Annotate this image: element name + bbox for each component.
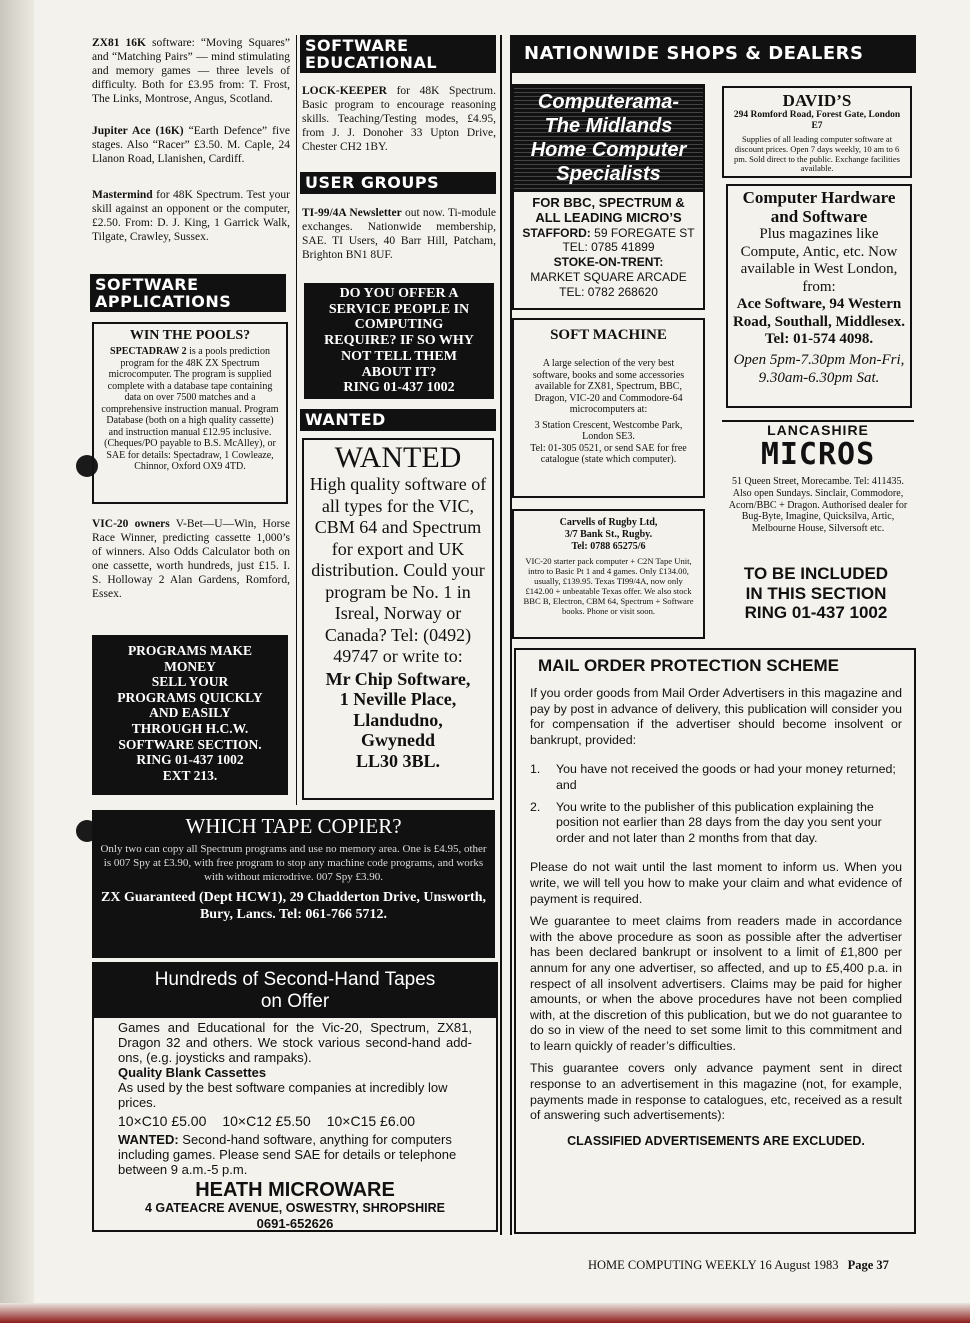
ad-body: A large selection of the very best software, books and some accessories available for ZX81, Spectrum, BBC, Dragon, VIC-20 and Commodore-64 microcomputers at: [532, 358, 685, 415]
heading-line: APPLICATIONS [95, 292, 232, 311]
folio-page-number: Page 37 [847, 1258, 889, 1272]
ad-line: AND EASILY [149, 705, 231, 721]
address-line: Gwynedd [360, 730, 436, 750]
heading-line: EDUCATIONAL [305, 53, 438, 72]
mops-item [530, 800, 902, 847]
ad-tel: Tel: 0788 65275/6 [571, 541, 646, 552]
mops-paragraph: This guarantee covers only advance payment sent in direct response to an advertisement in this magazine (not, for example, payments made in response to catalogues, etc, received as a result of answering such advertisements): [530, 1061, 902, 1123]
address-line: 1 Neville Place, [339, 689, 457, 709]
ad-address [308, 669, 488, 772]
ad-body: VIC-20 starter pack computer + C2N Tape Unit, intro to Basic Pt 1 and 4 games. Only £134.00, usually, £139.95. Texas TI99/4A, now only £142.00 + unbeatable Texas offer. We also stock BBC B, Electron, CBM 64, Spectrum + Software books. Phone or visit soon. [523, 556, 694, 616]
ad-programs-make-money [92, 635, 288, 795]
classified-lead: TI-99/4A Newsletter [302, 207, 402, 219]
ad-company: HEATH MICROWARE [195, 1179, 395, 1201]
price: 10×C12 £5.50 [222, 1113, 311, 1129]
mops-paragraph: We guarantee to meet claims from readers made in accordance with the above procedure as soon as possible after the advertiser has been declared bankrupt or insolvent to a limit of £1,800 per annum for any one advertiser, so affected, and up to £5,400 p.a. in respect of all insolvent advertisers. Claims may be paid for higher amounts, or when the above procedures have not been complied with, at the discretion of this publication, but we do not guarantee to do so in view of the need to set some limit to this commitment and to learn quickly of reader’s difficulties. [530, 914, 902, 1053]
ad-body: Only two can copy all Spectrum programs and use no memory area. One is £4.95, other is 007 Spy at £3.90, with free program to stop any machine code programs, and works with without microdrive. 007 Spy £3.90. [100, 843, 487, 884]
heading-line: SOFTWARE [305, 36, 409, 55]
ad-body: High quality software of all types for the VIC, CBM 64 and Spectrum for export and UK distribution. Could your program be No. 1 in Isreal, Norway or Canada? Tel: (0492) 49747 or write to: [309, 474, 487, 666]
mops-title: MAIL ORDER PROTECTION SCHEME [538, 656, 839, 675]
ad-line: ABOUT IT? [361, 364, 437, 380]
ad-text: is a pools prediction program for the 48K ZX Spectrum microcomputer. The program is supplied complete with a database tape containing data on over 7500 matches and a comprehensive instruction manual. Program Database (both on a high quality cassette) and instruction manual £12.95 inclusive. (Cheques/PO payable to B.S. McAlley), or SAE for details: Spectadraw, 1 Cowleaze, Chinnor, Oxford OX9 4TD. [101, 346, 279, 472]
ad-soft-machine [512, 318, 705, 498]
mops-item-text: You write to the publisher of this publication explaining the position not earlier than 28 days from the day you sent your order and not later than 2 months from that day. [556, 799, 882, 845]
classified-body: V-Bet—U—Win, Horse Race Winner, predicting cassette 1,000’s of winners. Also Odds Calculator both on one cassette, worth hundreds, just £15. I. S. Holloway 2 Alan Gardens, Romford, Essex. [92, 518, 290, 600]
ad-line: NOT TELL THEM [341, 348, 457, 364]
ad-line: PROGRAMS MAKE [127, 643, 253, 658]
ad-title: DAVID’S [782, 91, 852, 110]
classified-vic20 [92, 517, 290, 601]
mops-paragraph: Please do not wait until the last moment to inform us. When you write, we will tell you how to make your claim and what evidence of payment is required. [530, 860, 902, 906]
mops-item-text: You have not received the goods or had your money returned; and [556, 762, 896, 792]
ad-hours: Open 5pm-7.30pm Mon-Fri, 9.30am-6.30pm Sat. [733, 351, 905, 386]
address-line: Mr Chip Software, [325, 668, 471, 689]
ad-body: Plus magazines like Compute, Antic, etc. Now available in West London, from: [740, 226, 898, 295]
ad-title: WANTED [334, 441, 462, 474]
folio-text: HOME COMPUTING WEEKLY 16 August 1983 [588, 1258, 839, 1272]
logo-line: Specialists [556, 163, 661, 185]
mops-paragraph: If you order goods from Mail Order Advertisers in this magazine and pay by post in advance of delivery, this publication will consider you for compensation if the advertiser should become insolvent or bankrupt, provided: [530, 686, 902, 747]
ad-line: TEL: 0785 41899 [562, 240, 655, 255]
logo-line: The Midlands [544, 115, 673, 137]
classified-lead: VIC-20 owners [92, 518, 170, 530]
ad-text: 59 FOREGATE ST [590, 225, 695, 240]
ad-win-the-pools [92, 322, 288, 504]
logo-line: Home Computer [530, 139, 687, 161]
ad-line: COMPUTING [354, 317, 444, 333]
ad-line: TO BE INCLUDED [743, 564, 889, 583]
ad-line: PROGRAMS QUICKLY [117, 689, 263, 705]
mops-item [530, 762, 902, 793]
ad-line: MARKET SQUARE ARCADE [530, 269, 687, 284]
ad-ace-software [726, 184, 912, 408]
ad-line: FOR BBC, SPECTRUM & [532, 195, 685, 210]
ad-line: MONEY [164, 658, 216, 674]
ad-address: 294 Romford Road, Forest Gate, London E7 [733, 110, 901, 131]
classified-lead: ZX81 16K [92, 37, 146, 49]
ad-lead: SPECTADRAW 2 [110, 346, 187, 357]
heading-line: SOFTWARE [95, 275, 199, 294]
mail-order-protection-scheme [514, 648, 916, 1234]
ad-line: STOKE-ON-TRENT: [553, 255, 664, 270]
classified-lock-keeper [302, 84, 496, 154]
ad-title: Carvells of Rugby Ltd, [559, 517, 658, 528]
address-line: Llandudno, [353, 709, 443, 730]
ad-lead: STAFFORD: [522, 225, 591, 240]
ad-which-tape-copier [92, 810, 495, 958]
ad-line: REQUIRE? IF SO WHY [324, 333, 474, 349]
classified-body: for 48K Spectrum. Test your skill against an opponent or the computer, £2.50. From: D. J. King, 1 Garrick Walk, Tilgate, Crawley, Sussex. [92, 189, 290, 243]
ad-line: IN THIS SECTION [745, 583, 887, 603]
ad-line: SERVICE PEOPLE IN [328, 301, 470, 317]
ad-line: RING 01-437 1002 [136, 752, 244, 768]
ad-wanted-mr-chip [302, 438, 494, 800]
price-list [118, 1114, 472, 1129]
ad-wanted [118, 1132, 472, 1177]
ad-title [94, 964, 496, 1018]
section-heading-user-groups: USER GROUPS [300, 172, 496, 194]
title-line: on Offer [260, 991, 330, 1012]
ad-davids [722, 86, 912, 178]
classified-lead: Jupiter Ace (16K) [92, 125, 184, 137]
classified-zx81 [92, 36, 290, 106]
computerama-logo [514, 86, 703, 192]
classified-body: for 48K Spectrum. Basic program to encourage reasoning skills. Teaching/Testing modes, £4.95, from J. J. Donoher 33 Upton Drive, Chester CH2 1BY. [302, 85, 496, 153]
classified-lead: Mastermind [92, 189, 153, 201]
mops-item-number: 1. [530, 762, 541, 777]
ad-title: WIN THE POOLS? [129, 328, 251, 343]
ad-computerama [512, 84, 705, 310]
ad-phone: 0691-652626 [256, 1216, 334, 1231]
section-heading-software-educational [300, 35, 496, 73]
ad-body [100, 346, 280, 473]
price: 10×C10 £5.00 [118, 1113, 207, 1129]
column-rule [500, 35, 502, 1235]
ad-body: 51 Queen Street, Morecambe. Tel: 411435. Also open Sundays. Sinclair, Commodore, Acorn/BBC + Dragon. Authorised dealer for Bug-Byte, Imagine, Quicksilva, Artic, Melbourne House, Silversoft etc. [728, 476, 908, 535]
classified-jupiter [92, 124, 290, 166]
ad-service-people [304, 283, 494, 399]
ad-line: TEL: 0782 268620 [559, 284, 658, 299]
page-bottom-edge [0, 1303, 970, 1323]
lancashire-logo-top: LANCASHIRE [767, 422, 869, 438]
classified-lead: LOCK-KEEPER [302, 85, 387, 97]
ad-line: ALL LEADING MICRO’S [535, 209, 682, 225]
ad-line: EXT 213. [162, 767, 218, 783]
ad-line [516, 226, 701, 241]
title-line: Hundreds of Second-Hand Tapes [154, 969, 436, 990]
classified-mastermind [92, 188, 290, 244]
ad-lead: WANTED: [118, 1132, 179, 1147]
classified-ti99 [302, 206, 496, 262]
ad-address: 3/7 Bank St., Rugby. [564, 529, 653, 540]
mops-footer: CLASSIFIED ADVERTISEMENTS ARE EXCLUDED. [567, 1133, 865, 1148]
ad-title: Computer Hardware and Software [742, 188, 896, 226]
page-folio [588, 1257, 928, 1273]
ad-title: WHICH TAPE COPIER? [185, 814, 402, 838]
ad-text: Second-hand software, anything for computers including games. Please send SAE for details or telephone between 9 a.m.-5 p.m. [118, 1132, 457, 1177]
section-heading-nationwide: NATIONWIDE SHOPS & DEALERS [510, 35, 916, 73]
section-heading-wanted: WANTED [300, 409, 496, 431]
ad-address: 4 GATEACRE AVENUE, OSWESTRY, SHROPSHIRE [144, 1201, 446, 1215]
ad-intro: Games and Educational for the Vic-20, Spectrum, ZX81, Dragon 32 and others. We stock various second-hand add-ons, (e.g. joysticks and rampaks). [118, 1020, 472, 1065]
ad-line: SELL YOUR [151, 674, 229, 690]
ad-text: As used by the best software companies at incredibly low prices. [118, 1080, 448, 1110]
ad-lancashire-micros [722, 420, 914, 550]
price: 10×C15 £6.00 [326, 1113, 416, 1129]
mops-item-number: 2. [530, 799, 541, 814]
classified-body: “Earth Defence” five stages. Also “Racer” £3.50. M. Caple, 24 Llanon Road, Llanishen, Cardiff. [92, 125, 290, 165]
ad-address: Ace Software, 94 Western Road, Southall, Middlesex. [732, 296, 906, 330]
ad-second-hand-tapes [92, 962, 498, 1232]
column-rule [296, 35, 297, 805]
ad-to-be-included [718, 564, 914, 623]
ad-address: 3 Station Crescent, Westcombe Park, London SE3. [534, 419, 683, 442]
ad-line: SOFTWARE SECTION. [118, 736, 262, 752]
lancashire-logo-bottom: MICROS [760, 437, 876, 472]
ad-title: SOFT MACHINE [550, 327, 667, 343]
ad-tel: Tel: 01-305 0521, or send SAE for free catalogue (state which computer). [530, 442, 687, 465]
page-left-edge [0, 0, 34, 1323]
ad-subtitle: Quality Blank Cassettes [118, 1065, 267, 1080]
address-line: LL30 3BL. [355, 750, 441, 771]
ad-tel: Tel: 01-574 4098. [764, 331, 874, 347]
section-heading-software-applications [90, 274, 286, 312]
logo-line: Computerama- [537, 91, 680, 113]
classified-body: out now. Ti-module exchanges. Nationwide membership, SAE. TI Users, 40 Barr Hill, Patcham, Brighton BN1 8UF. [302, 207, 497, 261]
ad-address: ZX Guaranteed (Dept HCW1), 29 Chadderton Drive, Unsworth, Bury, Lancs. Tel: 061-766 5712. [101, 889, 486, 922]
ad-line: RING 01-437 1002 [744, 603, 888, 622]
ad-carvells [512, 509, 705, 639]
ad-content [94, 1018, 496, 1231]
ad-line: THROUGH H.C.W. [131, 720, 249, 736]
ad-line: DO YOU OFFER A [339, 286, 459, 301]
ad-body: Supplies of all leading computer software at discount prices. Open 7 days weekly, 10 am to 6 pm. Sold direct to the public. Exchange facilities available. [734, 134, 900, 174]
ad-line: RING 01-437 1002 [343, 380, 455, 396]
classified-body: software: “Moving Squares” and “Matching Pairs” — mind stimulating and memory games — three levels of difficulty. Both for £3.95 from: T. Frost, The Links, Montrose, Angus, Scotland. [92, 37, 290, 105]
ad-content [514, 192, 703, 300]
